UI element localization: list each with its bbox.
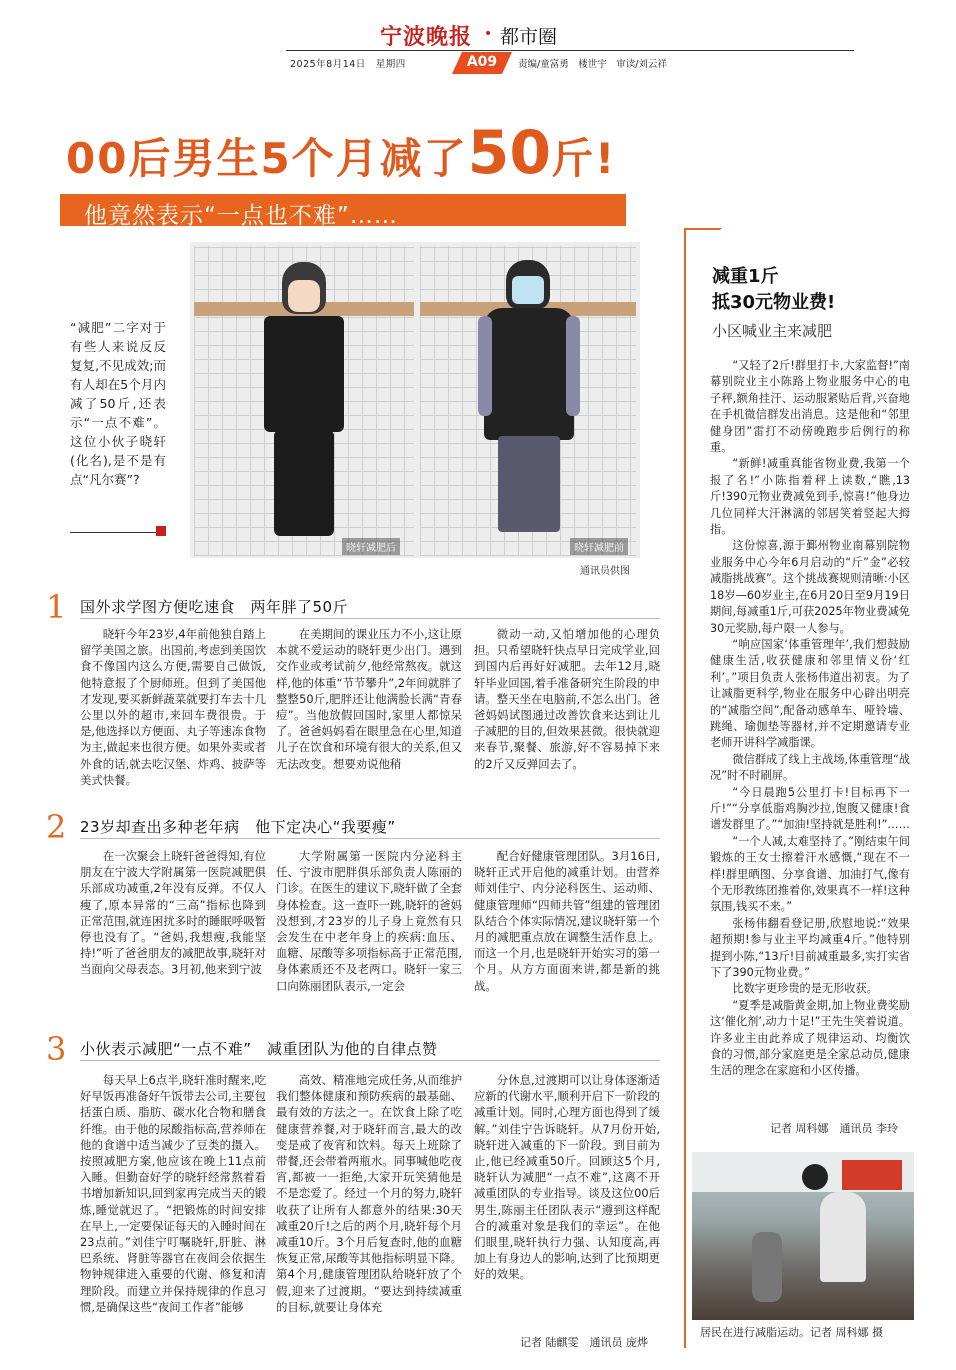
section-3-byline: 记者 陆麒雯 通讯员 庞烨 [520,1336,648,1349]
section-2-col-2: 大学附属第一医院内分泌科主任、宁波市肥胖俱乐部负责人陈丽的门诊。在医生的建议下,晓轩做了全套身体检查。这一查吓一跳,晓轩的爸妈没想到,才23岁的儿子身上竟然有只会发生在中老年身上的疾病:血压、血糖、尿酸等多项指标高于正常范围,身体素质还不及老两口。晓轩一家三口向陈丽团队表示,一定会 [276,849,462,993]
page-number: A09 [466,54,498,70]
exerciser [820,1192,866,1282]
section-2-number: 2 [46,808,67,846]
headline-part2: 斤! [551,134,617,183]
person-before-vest [484,308,574,440]
intro-rule [70,532,156,533]
headline-part1: 00后男生5个月减了 [66,134,468,183]
photo-credit: 通讯员供图 [580,566,630,577]
photo-after-caption: 晓轩减肥后 [342,538,400,555]
headline-number: 50 [467,118,552,188]
person-after-shirt [264,316,344,432]
issue-date: 2025年8月14日 星期四 [290,59,406,70]
section-rule [80,1060,660,1061]
editor-credits: 责编/童富勇 楼世宇 审读/刘云祥 [518,59,667,70]
gym-photo-caption: 居民在进行减脂运动。记者 周科娜 摄 [700,1326,883,1339]
masthead-rule [286,50,854,51]
sidebar-subtitle: 小区喊业主来减肥 [712,322,833,340]
section-3-col-1: 每天早上6点半,晓轩准时醒来,吃好早饭再准备好午饭带去公司,主要包括蛋白质、脂肪、碳水化合物和膳食纤维。由于他的尿酸指标高,营养师在他的食谱中适当减少了豆类的摄入。按照减肥方案,他应该在晚上11点前入睡。但勤奋好学的晓轩经常熬着看书增加新知识,回到家再完成当天的锻炼,睡觉就迟了。“把锻炼的时间安排在早上,一定要保证每天的入睡时间在23点前。”刘佳宁叮嘱晓轩,肝脏、淋巴系统、肾脏等器官在夜间会依据生物钟规律进入重要的代谢、修复和清理阶段。而建立并保持规律的作息习惯,是确保这些“夜间工作者”能够 [80,1073,266,1314]
section-3-title: 小伙表示减肥“一点不难” 减重团队为他的自律点赞 [80,1040,438,1058]
section-3-number: 3 [46,1030,67,1068]
person-before-arm [566,316,580,416]
subheadline: 他竟然表示“一点也不难”…… [84,203,398,229]
sidebar-divider [684,228,686,1348]
photo-before-caption: 晓轩减肥前 [570,538,628,555]
gym-photo [692,1152,914,1320]
section-2-col-3: 配合好健康管理团队。3月16日,晓轩正式开启他的减重计划。由营养师刘佳宁、内分泌科医生、运动师、健康管理师“四师共管”组建的管理团队结合个体实际情况,建议晓轩第一个月的减肥重点放在调整生活作息上。而这一个月,也是晓轩开始实习的第一个月。从方方面面来讲,都是新的挑战。 [474,849,660,993]
section-3-col-3: 分休息,过渡期可以让身体逐渐适应新的代谢水平,顺利开启下一阶段的减重计划。同时,心理方面也得到了缓解。”刘佳宁告诉晓轩。从7月份开始,晓轩进入减重的下一阶段。到目前为止,他已经减重50斤。回顾这5个月,晓轩认为减肥“一点不难”,这离不开减重团队的专业指导。谈及这位00后男生,陈丽主任团队表示“遵到这样配合的减重对象是我们的幸运”。在他们眼里,晓轩执行力强、认知度高,再加上有身边人的影响,达到了比预期更好的效果。 [474,1073,660,1282]
intro-marker [156,526,166,536]
face-mask-icon [512,276,544,304]
newspaper-brand: 宁波晚报 [380,24,473,50]
section-1-number: 1 [46,588,67,626]
section-1-col-1: 晓轩今年23岁,4年前他独自踏上留学美国之旅。出国前,考虑到美国饮食不像国内这么方便,需要自己做饭,他特意报了个厨师班。但到了美国他才发现,要买新鲜蔬菜就要打车去十几公里以外的超市,来回车费很贵。于是,他选择以方便面、丸子等速冻食物为主,做起来也很方便。如果外卖或者外食的话,就去吃汉堡、炸鸡、披萨等美式快餐。 [80,627,266,787]
section-1-col-2: 在美期间的课业压力不小,这让原本就不爱运动的晓轩更少出门。遇到交作业或考试前夕,他经常熬夜。就这样,他的体重“节节攀升”,2年间就胖了整整50斤,肥胖还让他满脸长满“青春痘”。当他放假回国时,家里人都惊呆了。爸爸妈妈看在眼里急在心里,知道儿子在饮食和环境有很大的关系,但又无法改变。想要劝说他稍 [276,627,462,771]
person-before-arm [478,316,492,416]
sidebar-byline: 记者 周科娜 通讯员 李玲 [770,1122,898,1135]
section-1-title: 国外求学图方便吃速食 两年胖了50斤 [80,598,349,616]
section-2-col-1: 在一次聚会上晓轩爸爸得知,有位朋友在宁波大学附属第一医院减肥俱乐部成功减重,2年没有反弹。不仅人瘦了,原本异常的“三高”指标也降到正常范围,就连困扰多时的睡眠呼吸暂停也没有了。“爸妈,我想瘦,我能坚持!”听了爸爸朋友的减肥故事,晓轩对当面向父母表态。3月初,他来到宁波 [80,849,266,977]
section-name: 都市圈 [500,26,558,48]
flag-icon [842,1160,902,1190]
sidebar-corner-accent [684,228,722,266]
headline [66,118,616,188]
person-before-pants [498,436,560,532]
section-2-title: 23岁却查出多种老年病 他下定决心“我要瘦” [80,818,396,836]
face-mask [288,280,320,312]
sidebar-title: 减重1斤 抵30元物业费! [712,266,836,313]
brand-separator: • [484,26,493,42]
person-after-shorts [274,430,334,536]
section-rule [80,838,660,839]
photo-after [194,246,414,556]
section-rule [80,618,660,619]
section-3-col-2: 高效、精准地完成任务,从而维护我们整体健康和预防疾病的最基础、最有效的方法之一。在饮食上除了吃健康营养餐,对于晓轩而言,最大的改变是戒了夜宵和饮料。每天上班除了带餐,还会带着两瓶水。同事喊他吃夜宵,都被一一拒绝,大家开玩笑猜他是不是恋爱了。经过一个月的努力,晓轩收获了让所有人都意外的结果:30天减重20斤!之后的两个月,晓轩每个月减重10斤。3个月后复查时,他的血糖恢复正常,尿酸等其他指标明显下降。第4个月,健康管理团队给晓轩放了个假,迎来了过渡期。“要达到持续减重的目标,就要让身体充 [276,1073,462,1314]
kettlebell-icon [802,1164,828,1190]
section-1-col-3: 微动一动,又怕增加他的心理负担。只希望晓轩快点早日完成学业,回到国内后再好好减肥。去年12月,晓轩毕业回国,着手准备研究生阶段的申请。整天坐在电脑前,不怎么出门。爸爸妈妈试图通过改善饮食来达到让儿子减肥的目的,但效果甚微。很快就迎来春节,聚餐、旅游,好不容易掉下来的2斤又反弹回去了。 [474,627,660,771]
intro-text: “减肥”二字对于有些人来说反反复复,不见成效;而有人却在5个月内减了50斤,还表示“一点不难”。这位小伙子晓轩(化名),是不是有点“凡尔赛”? [70,320,166,487]
photo-before [420,246,636,556]
sidebar-article: “又轻了2斤!群里打卡,大家监督!”南幕别院业主小陈路上物业服务中心的电子秤,额角挂汗、运动服紧贴后背,兴奋地在手机微信群发出消息。这是他和“邻里健身团”雷打不动傍晚跑步后例行的称重。 “新鲜!减重真能省物业费,我第一个报了名!”小陈指着秤上读数,“瞧,13斤!390元物业费减免到手,惊喜!”他身边几位同样大汗淋漓的邻居笑着竖起大拇指。 这份惊喜,源于鄞州物业南幕别院物业服务中心今年6月启动的“斤”金”必较减脂挑战赛”。这个挑战赛规则清晰:小区18岁—60岁业主,在6月20日至9月19日期间,每减重1斤,可获2025年物业费减免30元奖励,每户限一人参与。 “响应国家‘体重管理年’,我们想鼓励健康生活,收获健康和邻里情义份‘红利’。”项目负责人张杨伟道出初衷。为了让减脂更科学,物业在服务中心辟出明亮的“减脂空间”,配备动感单车、哑铃墙、跳绳、瑜伽垫等器材,并不定期邀请专业老师开讲科学减脂课。 微信群成了线上主战场,体重管理“战况”时不时刷屏。 “今日晨跑5公里打卡!目标再下一斤!”“分享低脂鸡胸沙拉,饱腹又健康!食谱发群里了。”“加油!坚持就是胜利!”…… “一个人减,太难坚持了。”刚结束午间锻炼的王女士擦着汗水感慨,“现在不一样!群里晒图、分享食谱、加油打气,像有个无形教练团推着你,效果真不一样!这种氛围,钱买不来。” 张杨伟翻看登记册,欣慰地说:“效果超预期!参与业主平均减重4斤。”他特别提到小陈,“13斤!目前减重最多,实打实省下了390元物业费。” 比数字更珍贵的是无形收获。 “夏季是减脂黄金期,加上物业费奖励这‘催化剂’,动力十足!”王先生笑着说道。许多业主由此养成了规律运动、均衡饮食的习惯,部分家庭更是全家总动员,健康生活的理念在家庭和小区传播。 [710,359,910,1078]
exerciser-2 [752,1232,782,1302]
